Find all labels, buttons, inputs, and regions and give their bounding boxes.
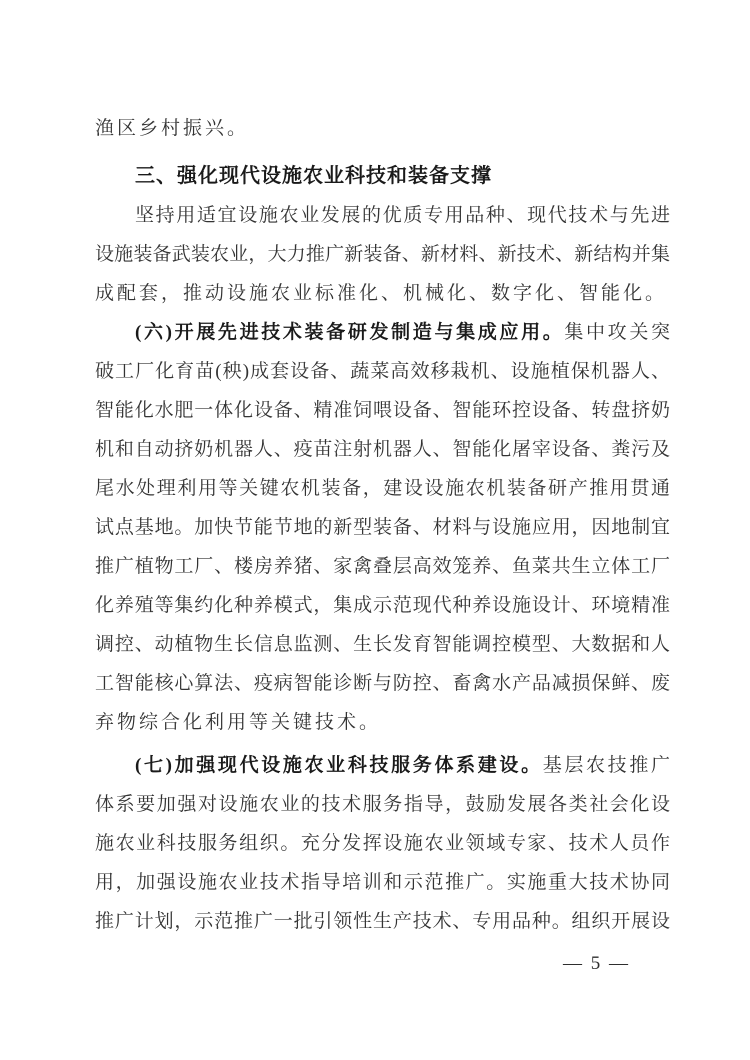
body-line: 化养殖等集约化种养模式，集成示范现代种养设施设计、环境精准 (95, 595, 670, 616)
clause-6-title: (六)开展先进技术装备研发制造与集成应用。 (135, 322, 565, 343)
paragraph-end-line: 弃物综合化利用等关键技术。 (95, 712, 382, 733)
body-line: 尾水处理利用等关键农机装备，建设设施农机装备研产推用贯通 (95, 478, 670, 499)
body-line: 调控、动植物生长信息监测、生长发育智能调控模型、大数据和人 (95, 634, 670, 655)
body-line: 机和自动挤奶机器人、疫苗注射机器人、智能化屠宰设备、粪污及 (95, 439, 670, 460)
body-line: 智能化水肥一体化设备、精准饲喂设备、智能环控设备、转盘挤奶 (95, 400, 670, 421)
page-number: — 5 — (563, 953, 630, 974)
body-line: 坚持用适宜设施农业发展的优质专用品种、现代技术与先进 (135, 205, 670, 226)
body-line: 试点基地。加快节能节地的新型装备、材料与设施应用，因地制宜 (95, 517, 670, 538)
body-line: 用，加强设施农业技术指导培训和示范推广。实施重大技术协同 (95, 872, 670, 893)
clause-7-first-line (95, 746, 670, 785)
clause-6-first-line (95, 313, 670, 352)
clause-6-body-start: 集中攻关突 (564, 322, 670, 343)
clause-7-body-start: 基层农技推广 (542, 755, 670, 776)
clause-7-title: (七)加强现代设施农业科技服务体系建设。 (135, 755, 543, 776)
body-line: 破工厂化育苗(秧)成套设备、蔬菜高效移栽机、设施植保机器人、 (95, 361, 670, 382)
body-line: 工智能核心算法、疫病智能诊断与防控、畜禽水产品减损保鲜、废 (95, 673, 670, 694)
body-line: 施农业科技服务组织。充分发挥设施农业领域专家、技术人员作 (95, 833, 670, 854)
body-line: 体系要加强对设施农业的技术服务指导，鼓励发展各类社会化设 (95, 794, 670, 815)
body-line: 推广植物工厂、楼房养猪、家禽叠层高效笼养、鱼菜共生立体工厂 (95, 556, 670, 577)
paragraph-end-line: 成配套，推动设施农业标准化、机械化、数字化、智能化。 (95, 283, 668, 304)
document-body (95, 109, 670, 941)
section-heading: 三、强化现代设施农业科技和装备支撑 (135, 165, 492, 187)
body-line: 推广计划，示范推广一批引领性生产技术、专用品种。组织开展设 (95, 911, 670, 932)
body-line: 设施装备武装农业，大力推广新装备、新材料、新技术、新结构并集 (95, 244, 670, 265)
paragraph-continuation-line: 渔区乡村振兴。 (95, 118, 250, 139)
